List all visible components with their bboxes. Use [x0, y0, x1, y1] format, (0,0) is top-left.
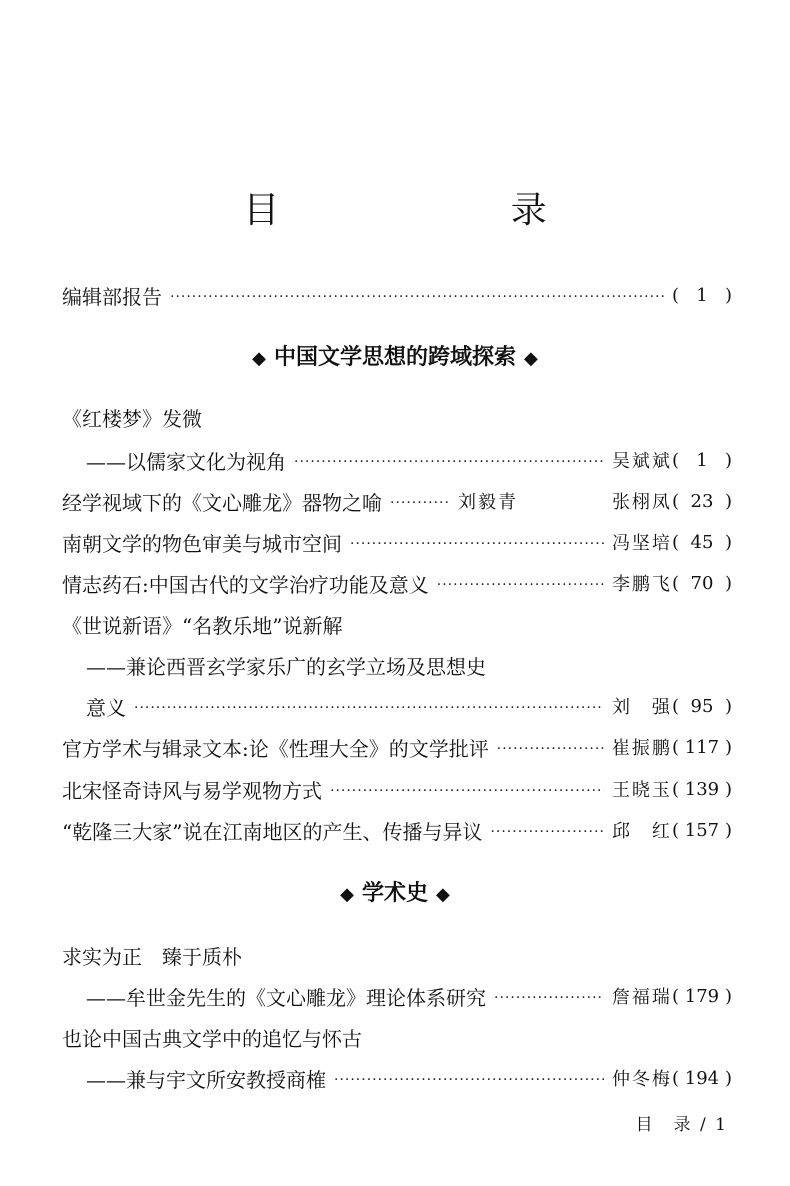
page-ref: ( 1 ) [671, 284, 732, 306]
entry-title: 情志药石:中国古代的文学治疗功能及意义 [62, 572, 429, 597]
entry-title: 南朝文学的物色审美与城市空间 [62, 531, 342, 556]
entry-title: 《红楼梦》发微 [62, 406, 202, 431]
toc-entry[interactable] [62, 525, 732, 559]
page-ref: ( 139 ) [671, 778, 732, 800]
toc-entry-title[interactable] [62, 938, 732, 972]
leader-dots [390, 495, 450, 511]
toc-entry[interactable] [62, 730, 732, 764]
leader-dots [494, 990, 604, 1006]
page-ref: ( 1 ) [671, 449, 732, 471]
section-header-1 [0, 340, 790, 371]
toc-entry-subtitle[interactable] [86, 648, 732, 682]
entry-title: 北宋怪奇诗风与易学观物方式 [62, 778, 322, 803]
entry-title: 经学视域下的《文心雕龙》器物之喻 [62, 490, 382, 515]
toc-entry[interactable] [86, 979, 732, 1013]
toc-entry[interactable] [62, 566, 732, 600]
diamond-icon: ◆ [252, 348, 266, 369]
author: 李鹏飞 [611, 574, 672, 595]
leader-dots [437, 577, 604, 593]
author: 王晓玉 [611, 780, 672, 801]
author: 吴斌斌 [611, 451, 672, 472]
section-label: 学术史 [361, 881, 428, 906]
leader-dots [490, 824, 603, 840]
page-ref: ( 157 ) [671, 819, 732, 841]
toc-entry[interactable] [62, 484, 732, 518]
leader-dots [134, 700, 604, 716]
page-title: 目 录 [243, 190, 657, 231]
entry-title: 官方学术与辑录文本:论《性理大全》的文学批评 [62, 736, 489, 761]
entry-subtitle: 意义 [86, 695, 126, 720]
toc-entry-title[interactable] [62, 400, 732, 434]
page-ref: ( 70 ) [671, 572, 732, 594]
page-footer: 目 录 / 1 [635, 1115, 728, 1135]
page-ref: ( 179 ) [671, 985, 732, 1007]
leader-dots [294, 454, 604, 470]
author: 邱 红 [611, 821, 672, 842]
entry-subtitle: ——兼论西晋玄学家乐广的玄学立场及思想史 [86, 654, 486, 679]
toc-entry[interactable] [86, 689, 732, 723]
diamond-icon: ◆ [524, 348, 538, 369]
author: 刘 强 [611, 697, 672, 718]
page-ref: ( 95 ) [671, 695, 732, 717]
entry-subtitle: ——以儒家文化为视角 [86, 449, 286, 474]
author: 仲冬梅 [611, 1069, 672, 1090]
toc-entry-title[interactable] [62, 1020, 732, 1054]
diamond-icon: ◆ [340, 884, 354, 905]
section-header-2 [0, 876, 790, 907]
entry-title: 也论中国古典文学中的追忆与怀古 [62, 1026, 362, 1051]
leader-dots [170, 289, 664, 305]
entry-title: 求实为正 臻于质朴 [62, 944, 242, 969]
page-ref: ( 194 ) [671, 1067, 732, 1089]
section-label: 中国文学思想的跨域探索 [273, 345, 516, 370]
entry-title: “乾隆三大家”说在江南地区的产生、传播与异议 [62, 819, 483, 844]
page-ref: ( 23 ) [671, 490, 732, 512]
author: 崔振鹏 [611, 738, 672, 759]
author: 张栩凤 [611, 492, 672, 513]
toc-entry-title[interactable] [62, 607, 732, 641]
toc-entry[interactable] [62, 772, 732, 806]
diamond-icon: ◆ [436, 884, 450, 905]
toc-entry-editorial[interactable] [62, 278, 732, 312]
toc-entry[interactable] [86, 443, 732, 477]
toc-entry[interactable] [86, 1061, 732, 1095]
toc-entry[interactable] [62, 813, 732, 847]
page-ref: ( 117 ) [671, 736, 732, 758]
author: 冯坚培 [611, 533, 672, 554]
leader-dots [350, 536, 604, 552]
entry-title: 编辑部报告 [62, 284, 162, 309]
entry-title: 《世说新语》“名教乐地”说新解 [62, 613, 343, 638]
author: 刘毅青 [458, 492, 518, 513]
entry-subtitle: ——兼与宇文所安教授商榷 [86, 1067, 326, 1092]
page-ref: ( 45 ) [671, 531, 732, 553]
entry-subtitle: ——牟世金先生的《文心雕龙》理论体系研究 [86, 985, 486, 1010]
author: 詹福瑞 [611, 987, 672, 1008]
leader-dots [330, 783, 604, 799]
leader-dots [497, 741, 604, 757]
leader-dots [334, 1072, 604, 1088]
